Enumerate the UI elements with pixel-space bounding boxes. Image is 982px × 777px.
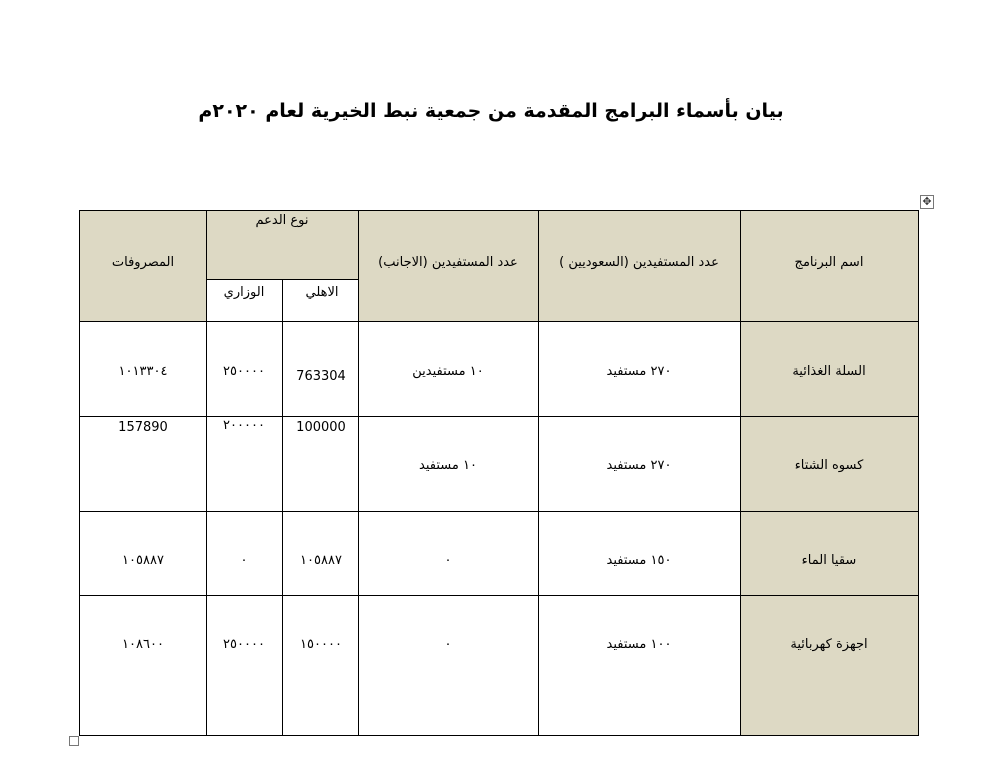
row4-ministerial: ٢٥٠٠٠٠ xyxy=(223,637,265,652)
row1-expenses: ١٠١٣٣٠٤ xyxy=(118,364,168,379)
row3-private: ١٠٥٨٨٧ xyxy=(300,553,342,568)
row1-ministerial: ٢٥٠٠٠٠ xyxy=(223,364,265,379)
header-saudi-label: عدد المستفيدين (السعوديين ) xyxy=(559,255,719,270)
row3-foreign: ٠ xyxy=(444,553,452,568)
row3-ministerial: ٠ xyxy=(240,553,248,568)
row1-foreign: ١٠ مستفيدين xyxy=(412,364,484,379)
row4-saudi: ١٠٠ مستفيد xyxy=(606,637,672,652)
table-resize-handle-icon[interactable] xyxy=(69,736,79,746)
table-cell xyxy=(206,595,283,736)
row1-program: السلة الغذائية xyxy=(792,364,866,379)
row1-private: 763304 xyxy=(296,369,346,384)
header-private-label: الاهلي xyxy=(305,285,339,300)
table-cell xyxy=(358,595,539,736)
table-move-handle-icon[interactable]: ✥ xyxy=(920,195,934,209)
header-program-label: اسم البرنامج xyxy=(794,255,864,270)
row4-program: اجهزة كهربائية xyxy=(790,637,868,652)
header-expenses-label: المصروفات xyxy=(111,255,175,270)
row4-private: ١٥٠٠٠٠ xyxy=(300,637,342,652)
table-cell xyxy=(282,595,359,736)
header-foreign-label: عدد المستفيدين (الاجانب) xyxy=(378,255,518,270)
row4-expenses: ١٠٨٦٠٠ xyxy=(122,637,164,652)
row4-foreign: ٠ xyxy=(444,637,452,652)
row2-program: كسوه الشتاء xyxy=(794,458,864,473)
table-cell xyxy=(79,595,207,736)
header-support-type-label: نوع الدعم xyxy=(255,213,309,228)
row1-saudi: ٢٧٠ مستفيد xyxy=(606,364,672,379)
row2-private: 100000 xyxy=(296,420,346,435)
row3-expenses: ١٠٥٨٨٧ xyxy=(122,553,164,568)
table-cell xyxy=(538,595,741,736)
row2-saudi: ٢٧٠ مستفيد xyxy=(606,458,672,473)
row2-foreign: ١٠ مستفيد xyxy=(419,458,477,473)
document-title: بيان بأسماء البرامج المقدمة من جمعية نبط الخيرية لعام ٢٠٢٠م xyxy=(198,100,784,122)
row3-saudi: ١٥٠ مستفيد xyxy=(606,553,672,568)
row2-expenses: 157890 xyxy=(118,420,168,435)
header-ministerial-label: الوزاري xyxy=(223,285,265,300)
row2-ministerial: ٢٠٠٠٠٠ xyxy=(223,418,265,433)
row3-program: سقيا الماء xyxy=(801,553,857,568)
table-cell-program xyxy=(740,595,919,736)
